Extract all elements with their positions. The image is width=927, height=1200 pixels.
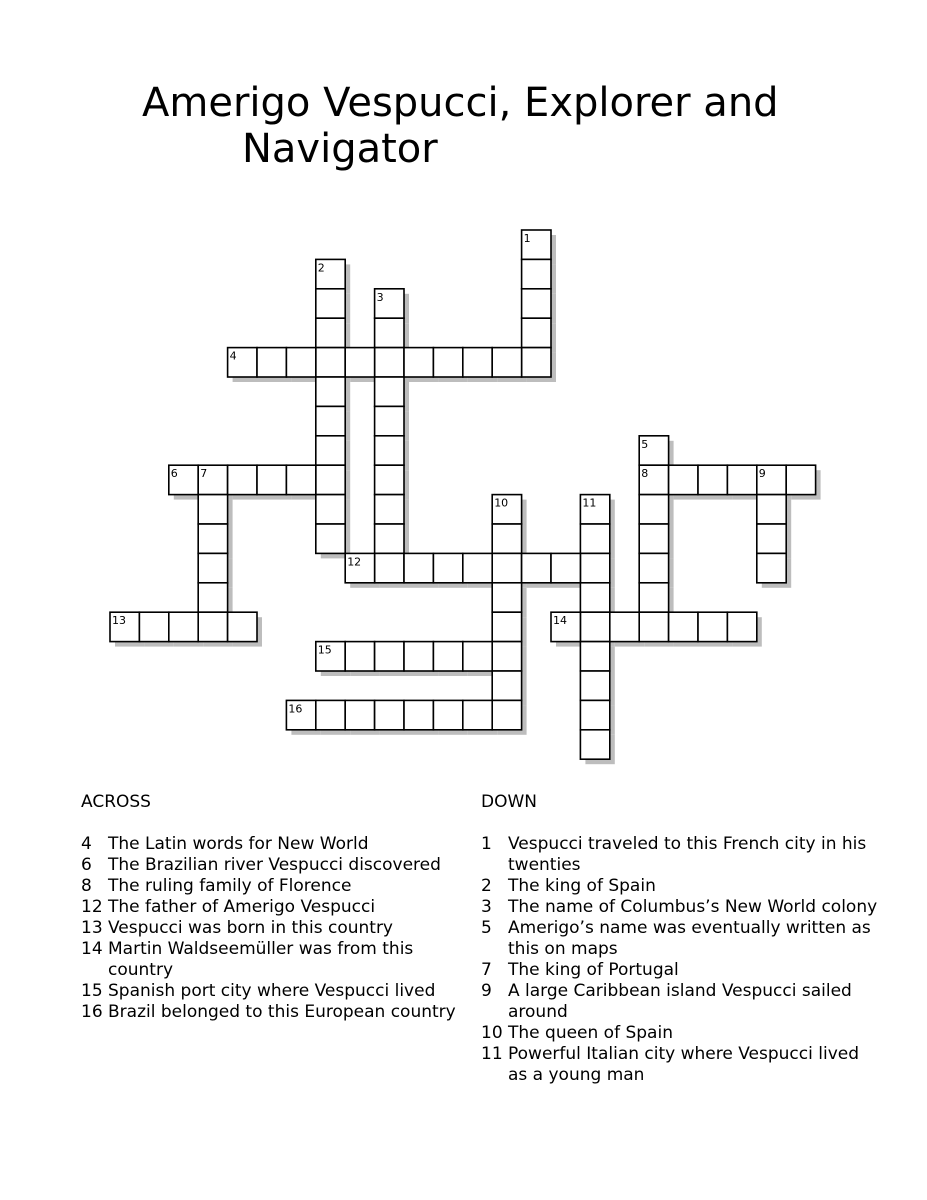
grid-cell[interactable] [228,612,257,641]
grid-cell[interactable] [375,524,404,553]
grid-cell[interactable] [139,612,168,641]
grid-cell[interactable] [639,583,668,612]
clue-text: Spanish port city where Vespucci lived [108,981,436,1001]
grid-cell[interactable] [698,465,727,494]
grid-cell[interactable] [580,583,609,612]
clue-number: 14 [81,939,103,959]
cell-number-7: 7 [200,467,208,481]
grid-cell[interactable] [345,348,374,377]
grid-cell[interactable] [257,348,286,377]
cell-number-15: 15 [317,643,332,657]
clue-number: 15 [81,981,103,1001]
cell-number-5: 5 [641,437,649,451]
grid-cell[interactable] [316,318,345,347]
grid-cell[interactable] [492,348,521,377]
grid-cell[interactable] [492,553,521,582]
grid-cell[interactable] [639,612,668,641]
grid-cell[interactable] [698,612,727,641]
down-clue-5 [481,918,881,960]
clue-number: 11 [481,1044,503,1064]
grid-cell[interactable] [669,612,698,641]
across-clue-8 [81,876,481,897]
grid-cell[interactable] [639,495,668,524]
title-line-1: Amerigo Vespucci, Explorer and [142,80,779,126]
grid-cell[interactable] [198,524,227,553]
clue-text: Amerigo’s name was eventually written as this on maps [508,918,871,959]
grid-cell[interactable] [316,289,345,318]
cell-number-2: 2 [317,261,325,275]
cell-number-9: 9 [758,467,766,481]
grid-cell[interactable] [580,730,609,759]
grid-cell[interactable] [580,700,609,729]
across-clue-4 [81,834,481,855]
grid-cell[interactable] [404,700,433,729]
grid-cell[interactable] [375,436,404,465]
cell-number-4: 4 [229,349,237,363]
clue-text: The father of Amerigo Vespucci [108,897,376,917]
clue-number: 4 [81,834,92,854]
down-clue-7 [481,960,881,981]
down-clue-11 [481,1044,881,1086]
grid-cell[interactable] [404,348,433,377]
clue-text: Brazil belonged to this European country [108,1002,456,1022]
grid-cell[interactable] [522,348,551,377]
grid-cell[interactable] [580,642,609,671]
grid-cell[interactable] [433,553,462,582]
clue-text: Martin Waldseemüller was from this country [108,939,414,980]
grid-cell[interactable] [345,700,374,729]
clue-number: 8 [81,876,92,896]
grid-cell[interactable] [198,495,227,524]
down-heading: DOWN [481,792,537,812]
grid-cell[interactable] [375,377,404,406]
clue-text: Vespucci was born in this country [108,918,393,938]
cell-number-6: 6 [170,467,178,481]
grid-cell[interactable] [375,318,404,347]
clue-number: 13 [81,918,103,938]
cell-number-16: 16 [288,702,303,716]
grid-cell[interactable] [375,406,404,435]
grid-cell[interactable] [375,642,404,671]
clue-number: 6 [81,855,92,875]
grid-cell[interactable] [198,612,227,641]
grid-cell[interactable] [639,524,668,553]
clue-text: A large Caribbean island Vespucci sailed around [508,981,852,1022]
grid-cell[interactable] [257,465,286,494]
grid-cell[interactable] [316,495,345,524]
grid-cell[interactable] [375,495,404,524]
clue-number: 10 [481,1023,503,1043]
grid-cell[interactable] [316,465,345,494]
across-clue-14 [81,939,481,981]
grid-cell[interactable] [375,348,404,377]
grid-cell[interactable] [727,612,756,641]
down-clue-2 [481,876,881,897]
grid-cell[interactable] [492,700,521,729]
grid-cell[interactable] [198,583,227,612]
grid-cell[interactable] [786,465,815,494]
grid-cell[interactable] [433,700,462,729]
grid-cell[interactable] [522,259,551,288]
grid-cell[interactable] [492,583,521,612]
grid-cell[interactable] [580,553,609,582]
grid-cells [110,230,816,759]
grid-cell[interactable] [404,642,433,671]
cell-number-11: 11 [582,496,597,510]
across-clue-12 [81,897,481,918]
cell-number-13: 13 [112,614,126,628]
grid-cell[interactable] [610,612,639,641]
grid-cell[interactable] [492,642,521,671]
grid-cell[interactable] [727,465,756,494]
across-heading: ACROSS [81,792,151,812]
clue-number: 2 [481,876,492,896]
grid-cell[interactable] [286,465,315,494]
grid-cell[interactable] [169,612,198,641]
grid-cell[interactable] [375,465,404,494]
clue-number: 12 [81,897,103,917]
grid-cell[interactable] [198,553,227,582]
grid-cell[interactable] [757,553,786,582]
grid-cell[interactable] [522,289,551,318]
grid-cell[interactable] [375,553,404,582]
title-line-2: Navigator [242,126,438,172]
across-clue-list [81,834,481,1023]
down-clue-3 [481,897,881,918]
grid-cell[interactable] [492,671,521,700]
clue-number: 16 [81,1002,103,1022]
down-clues [481,792,881,1086]
across-clue-15 [81,981,481,1002]
down-clue-10 [481,1023,881,1044]
clue-text: Powerful Italian city where Vespucci lived as a young man [508,1044,860,1085]
clue-number: 1 [481,834,492,854]
grid-cell[interactable] [522,553,551,582]
grid-cell[interactable] [433,642,462,671]
cell-number-8: 8 [641,467,649,481]
grid-cell[interactable] [580,524,609,553]
cell-number-1: 1 [523,232,531,245]
clue-number: 9 [481,981,492,1001]
grid-cell[interactable] [669,465,698,494]
grid-cell[interactable] [463,348,492,377]
grid-cell[interactable] [316,406,345,435]
grid-cell[interactable] [375,700,404,729]
clue-text: The king of Spain [508,876,656,896]
clue-text: The king of Portugal [508,960,679,980]
clue-text: The Latin words for New World [108,834,369,854]
grid-cell[interactable] [316,524,345,553]
grid-cell[interactable] [433,348,462,377]
grid-cell[interactable] [551,553,580,582]
grid-cell[interactable] [522,318,551,347]
clue-number: 3 [481,897,492,917]
clue-text: The queen of Spain [508,1023,673,1043]
clue-text: Vespucci traveled to this French city in his twenties [508,834,867,875]
grid-cell[interactable] [228,465,257,494]
clue-text: The name of Columbus’s New World colony [508,897,878,917]
across-clue-6 [81,855,481,876]
grid-cell[interactable] [463,700,492,729]
clue-text: The Brazilian river Vespucci discovered [108,855,441,875]
cell-number-14: 14 [553,614,567,628]
grid-cell[interactable] [757,524,786,553]
grid-cell[interactable] [316,348,345,377]
grid-cell[interactable] [316,377,345,406]
grid-cell[interactable] [463,642,492,671]
cell-number-3: 3 [376,290,384,304]
grid-cell[interactable] [404,553,433,582]
grid-cell[interactable] [639,553,668,582]
clue-text: The ruling family of Florence [108,876,352,896]
down-clue-list [481,834,881,1086]
cell-number-12: 12 [347,555,362,569]
cell-number-10: 10 [494,496,509,510]
down-clue-1 [481,834,881,876]
across-clue-13 [81,918,481,939]
across-clues [81,792,481,1023]
grid-cell[interactable] [345,642,374,671]
grid-cell[interactable] [757,495,786,524]
grid-cell[interactable] [492,612,521,641]
down-clue-9 [481,981,881,1023]
grid-cell[interactable] [580,671,609,700]
across-clue-16 [81,1002,481,1023]
grid-cell[interactable] [316,436,345,465]
grid-cell[interactable] [463,553,492,582]
clue-number: 5 [481,918,492,938]
grid-cell[interactable] [316,700,345,729]
grid-cell[interactable] [580,612,609,641]
grid-cell[interactable] [492,524,521,553]
grid-cell[interactable] [286,348,315,377]
clue-number: 7 [481,960,492,980]
